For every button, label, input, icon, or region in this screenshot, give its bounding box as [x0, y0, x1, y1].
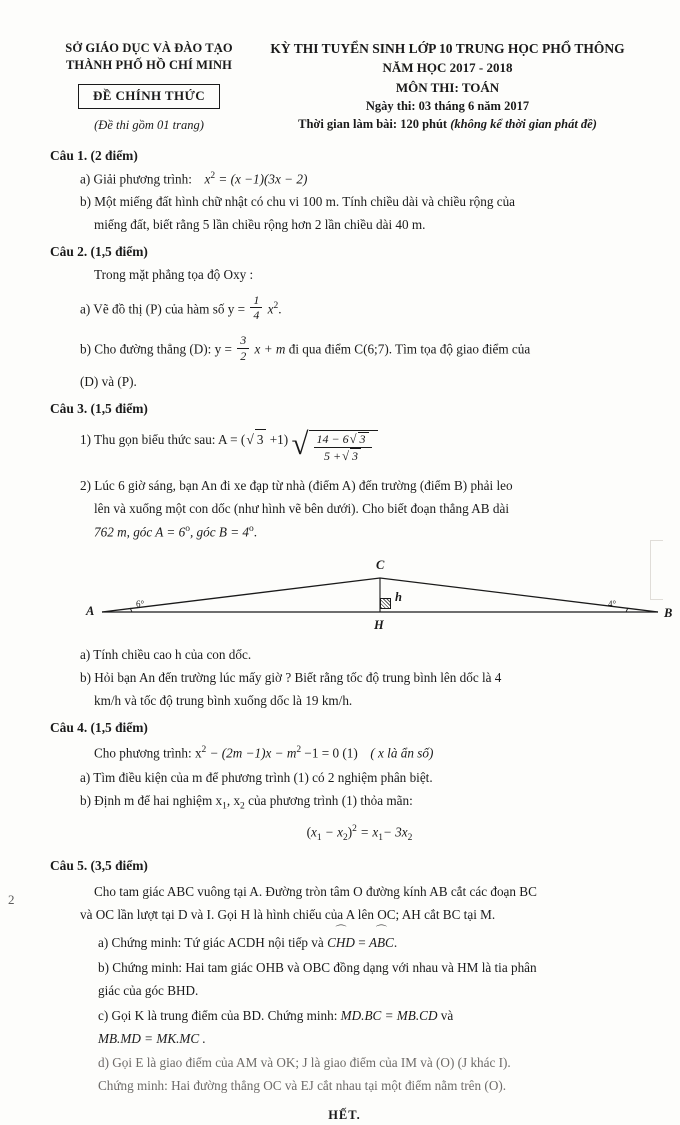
exam-title: KỲ THI TUYỂN SINH LỚP 10 TRUNG HỌC PHỔ THÔNG [270, 41, 625, 56]
q3-1-inner-num-text: 14 − 6 [316, 432, 349, 447]
q4-b-c: của phương trình (1) thỏa mãn: [248, 792, 413, 808]
q5-part-c-line2 [98, 1029, 639, 1049]
q2-b-middle: x + m [254, 341, 286, 357]
q4-b-b: , x [226, 792, 241, 808]
question-4-body [80, 743, 639, 845]
question-4-heading: Câu 4. (1,5 điểm) [50, 719, 148, 735]
q3-1-den-sqrt: √ 3 [341, 448, 361, 464]
q1-a-prefix: a) Giải phương trình: [80, 171, 192, 187]
q3-1-prefix: 1) Thu gọn biểu thức sau: A = ( [80, 431, 246, 447]
q1-part-b-line2: miếng đất, biết rằng 5 lần chiều rộng hơn 2 lần chiều dài 40 m. [94, 216, 426, 232]
duration-note: (không kể thời gian phát đề) [450, 117, 597, 132]
q2-b-rest: đi qua điểm C(6;7). Tìm tọa độ giao điểm của [288, 341, 531, 357]
hill-diagram [80, 550, 673, 642]
q5-c-relation-2: MB.MD = MK.MC . [98, 1030, 206, 1046]
q4-eq-rsub1: 1 [378, 832, 383, 843]
document-header [0, 0, 665, 133]
q5-a-text: a) Chứng minh: Tứ giác ACDH nội tiếp và [98, 935, 324, 951]
q2-a-fraction-denominator: 4 [253, 308, 260, 323]
exam-year: NĂM HỌC 2017 - 2018 [382, 59, 513, 75]
margin-mark: 2 [8, 892, 15, 907]
question-5-body [80, 882, 639, 1096]
q3-1-num-sqrt: √ 3 [349, 432, 369, 447]
q2-part-b [80, 334, 639, 363]
department-line-2: THÀNH PHỐ HỒ CHÍ MINH [66, 57, 232, 72]
right-angle-marker-icon [380, 598, 391, 609]
q4-eq-rsub2: 2 [407, 832, 413, 843]
q3-1-big-sqrt: √ $\frac{14 - 6√ 3}{5 +√ 3}$ [291, 430, 377, 464]
q4-eq-minus: − x [324, 823, 343, 839]
page-count-note: (Đề thi gồm 01 trang) [94, 117, 204, 132]
q4-eq-rhs2: − 3x [382, 823, 408, 839]
header-left-block [40, 38, 258, 133]
document-footer: HẾT. [328, 1108, 361, 1123]
figure-label-C: C [376, 558, 385, 573]
hill-diagram-canvas [80, 550, 680, 642]
q1-a-rhs: = (x −1)(3x − 2) [218, 171, 308, 187]
q3-1-inner-fraction [314, 432, 372, 464]
q3-1-big-sqrt-fraction [309, 430, 378, 464]
figure-label-A: A [86, 604, 95, 619]
q3-part-b-line1: b) Hỏi bạn An đến trường lúc mấy giờ ? Biết rằng tốc độ trung bình lên dốc là 4 [80, 669, 502, 685]
q5-a-end: . [393, 935, 398, 951]
q3-part-1 [80, 426, 639, 465]
q5-intro-line2: và OC lần lượt tại D và I. Gọi H là hình chiếu của A lên OC; AH cắt BC tại M. [80, 906, 496, 922]
q3-2-angle-a: 762 m, góc A = 6 [94, 524, 186, 540]
q4-intro-exp2: 2 [296, 744, 302, 755]
q4-intro-exp1: 2 [201, 744, 207, 755]
q2-part-b-line2: (D) và (P). [80, 373, 137, 389]
q5-part-a [98, 925, 639, 953]
page-edge-artifact [650, 540, 663, 600]
q1-a-lhs: x [204, 171, 211, 187]
figure-label-H: H [374, 618, 384, 633]
q2-a-end: . [278, 301, 282, 317]
q2-b-fraction-denominator: 2 [240, 348, 247, 363]
q3-part-b-line2: km/h và tốc độ trung bình xuống dốc là 19 km/h. [94, 692, 353, 708]
question-3-body [80, 426, 673, 711]
q5-intro-line1: Cho tam giác ABC vuông tại A. Đường tròn tâm O đường kính AB cắt các đoạn BC [94, 883, 537, 899]
q1-a-lhs-exponent: 2 [210, 170, 216, 181]
q4-intro-d: ( x là ẩn số) [370, 745, 434, 761]
q3-1-inner-num [314, 432, 372, 448]
q5-a-angle-chd-text: CHD [327, 935, 355, 951]
q3-1-sqrt3: √ 3 [245, 429, 266, 451]
q4-eq-sub1: 1 [316, 832, 322, 843]
q2-intro: Trong mặt phẳng tọa độ Oxy : [94, 266, 254, 282]
question-2-heading: Câu 2. (1,5 điểm) [50, 243, 148, 259]
q3-part-2-line2: lên và xuống một con dốc (như hình vẽ bên dưới). Cho biết đoạn thẳng AB dài [94, 501, 509, 517]
q2-b-prefix: b) Cho đường thẳng (D): y = [80, 341, 232, 357]
q3-1-num-sqrt-radicand: 3 [358, 432, 369, 447]
q5-a-equals: = [358, 935, 366, 951]
exam-date: Ngày thi: 03 tháng 6 năm 2017 [365, 99, 530, 114]
q2-a-fraction-numerator: 1 [250, 294, 262, 309]
q2-a-variable: x [267, 301, 274, 317]
question-5-heading: Câu 5. (3,5 điểm) [50, 857, 148, 873]
q3-part-2-line3: 762 m, góc $A = 6^o$, góc $B = 4^o$. [94, 523, 258, 540]
q3-1-den-sqrt-radicand: 3 [350, 448, 361, 463]
official-badge: ĐỀ CHÍNH THỨC [78, 84, 220, 109]
q3-2-angle-end: . [253, 524, 258, 540]
figure-angle-left: 6° [136, 599, 145, 610]
q5-part-d-line2: Chứng minh: Hai đường thẳng OC và EJ cắt nhau tại một điểm nằm trên (O). [98, 1078, 507, 1094]
q4-eq-sub2: 2 [342, 832, 348, 843]
figure-label-B: B [664, 606, 673, 621]
q4-equation: $(x_1 - x_2)^2 = x_1- 3x_2$ [306, 823, 413, 843]
q5-c-relation-1: MD.BC = MB.CD [340, 1007, 438, 1023]
department-line-1: SỞ GIÁO DỤC VÀ ĐÀO TẠO [65, 41, 233, 55]
exam-duration [258, 117, 637, 132]
q2-a-exponent: 2 [273, 300, 279, 311]
exam-subject: MÔN THI: TOÁN [395, 79, 500, 95]
q4-part-a: a) Tìm điều kiện của m để phương trình (1) có 2 nghiệm phân biệt. [80, 769, 433, 785]
q1-part-b-line1: b) Một miếng đất hình chữ nhật có chu vi 100 m. Tính chiều dài và chiều rộng của [80, 194, 516, 210]
q4-b-sub2: 2 [240, 801, 245, 812]
q3-1-inner-den [314, 448, 372, 464]
q2-part-a [80, 294, 639, 323]
q4-intro [94, 743, 639, 763]
q5-part-b-line2: giác của góc BHD. [98, 983, 199, 999]
exam-body [0, 133, 673, 1125]
q5-c-and: và [440, 1007, 454, 1023]
q2-b-fraction-numerator: 3 [237, 334, 249, 349]
q5-a-angle-chd: ⌒ CHD [327, 925, 355, 951]
q4-eq-rhs: = x [360, 823, 379, 839]
q4-b-a: b) Định m để hai nghiệm x [80, 792, 223, 808]
q4-eq-power: 2 [352, 823, 357, 834]
q5-c-text: c) Gọi K là trung điểm của BD. Chứng minh: [98, 1007, 338, 1023]
question-2-body [80, 265, 639, 392]
q3-1-sqrt3-radicand: 3 [255, 429, 267, 450]
q5-part-c-line1 [98, 1006, 639, 1026]
q5-a-angle-abc-text: ABC [368, 935, 394, 951]
figure-label-h: h [395, 590, 402, 605]
q1-part-a [80, 169, 639, 189]
q3-1-inner-den-text: 5 + [324, 449, 342, 464]
q4-intro-b: − (2m −1)x − m [209, 745, 297, 761]
q4-intro-c: −1 = 0 (1) [304, 745, 358, 761]
q3-2-angle-b: , góc B = 4 [189, 524, 250, 540]
q2-b-fraction [237, 334, 249, 363]
q4-b-sub1: 1 [222, 801, 227, 812]
q3-part-2-line1: 2) Lúc 6 giờ sáng, bạn An đi xe đạp từ nhà (điểm A) đến trường (điểm B) phải leo [80, 478, 513, 494]
q3-part-a: a) Tính chiều cao h của con dốc. [80, 647, 252, 663]
figure-angle-right: 4° [608, 599, 617, 610]
duration-label: Thời gian làm bài: 120 phút [298, 117, 448, 132]
q4-eq-x1: x [311, 823, 317, 839]
question-1-body [80, 169, 639, 235]
q2-a-fraction [250, 294, 262, 323]
q5-part-b-line1: b) Chứng minh: Hai tam giác OHB và OBC đồng dạng với nhau và HM là tia phân [98, 960, 537, 976]
header-right-block [258, 38, 637, 133]
question-1-heading: Câu 1. (2 điểm) [50, 147, 138, 163]
question-3-heading: Câu 3. (1,5 điểm) [50, 400, 148, 416]
q3-1-middle: +1) [266, 431, 289, 447]
q5-part-d-line1: d) Gọi E là giao điểm của AM và OK; J là giao điểm của IM và (O) (J khác I). [98, 1055, 511, 1071]
q4-intro-a: Cho phương trình: x [94, 745, 202, 761]
q5-a-angle-abc: ⌒ ABC [368, 925, 394, 951]
q4-part-b [80, 791, 639, 814]
q2-a-prefix: a) Vẽ đồ thị (P) của hàm số y = [80, 301, 246, 317]
